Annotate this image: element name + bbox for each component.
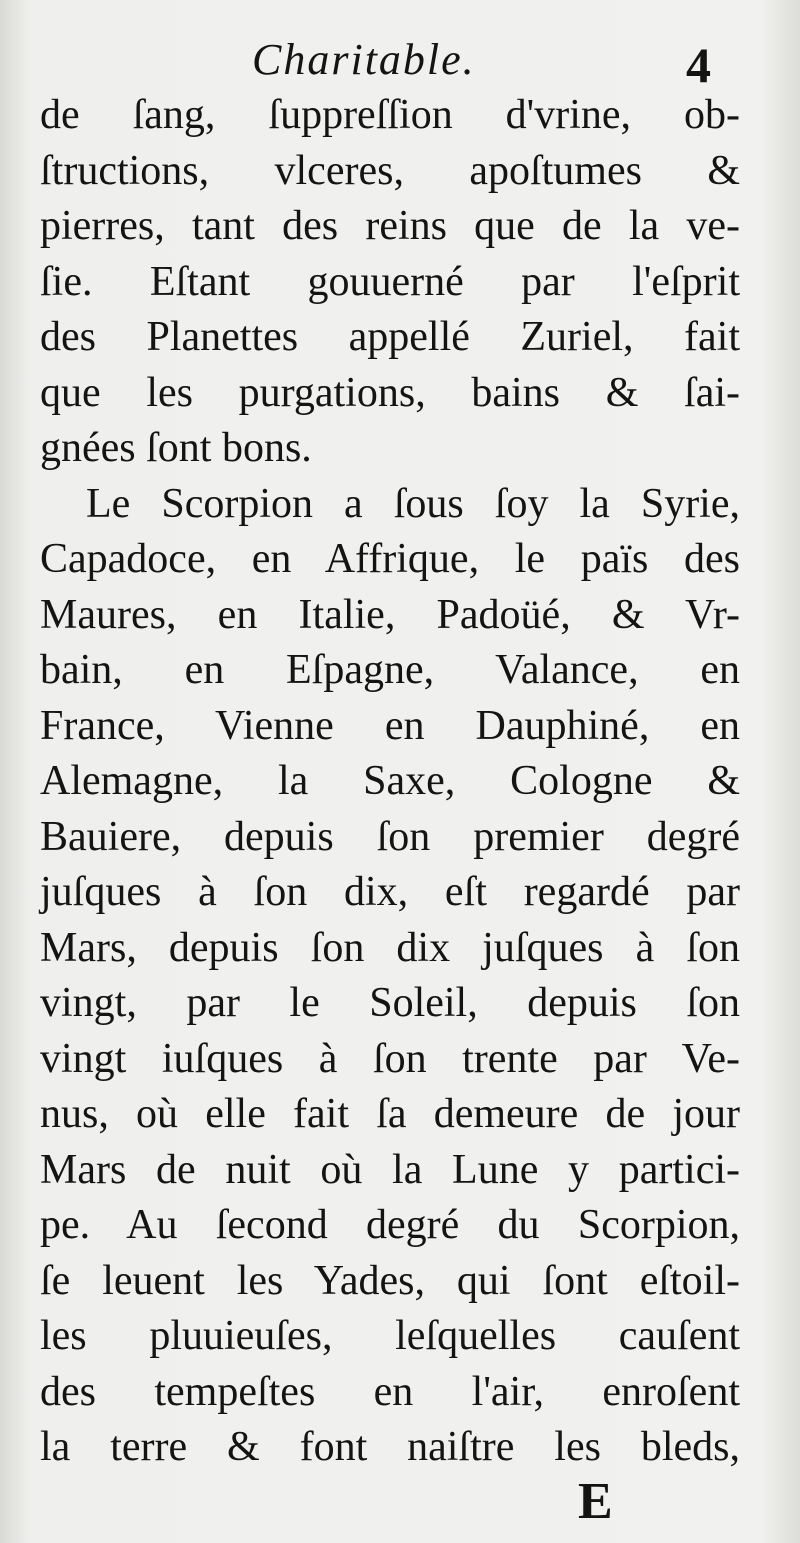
text-line: pierres, tant des reins que de la ve- — [40, 203, 740, 249]
body-text — [40, 88, 740, 1476]
text-line: juſques à ſon dix, eſt regardé par — [40, 869, 740, 915]
text-line: nus, où elle fait ſa demeure de jour — [40, 1091, 740, 1137]
text-line: pe. Au ſecond degré du Scorpion, — [40, 1202, 740, 1248]
text-line: des tempeſtes en l'air, enroſent — [40, 1368, 740, 1415]
text-line: Mars de nuit où la Lune y partici- — [40, 1146, 740, 1193]
text-line: la terre & font naiſtre les bleds, — [40, 1424, 740, 1470]
text-line: vingt iuſques à ſon trente par Ve- — [40, 1035, 740, 1082]
signature-mark: E — [578, 1473, 613, 1530]
text-line: Alemagne, la Saxe, Cologne & — [40, 758, 740, 804]
page-number: 4 — [686, 37, 711, 93]
text-line: que les purgations, bains & ſai- — [40, 369, 740, 416]
page-header — [0, 28, 800, 93]
text-line: vingt, par le Soleil, depuis ſon — [40, 980, 740, 1026]
running-head: Charitable. — [252, 35, 476, 84]
text-line: de ſang, ſuppreſſion d'vrine, ob- — [40, 92, 740, 138]
text-line: Capadoce, en Affrique, le païs des — [40, 536, 740, 582]
text-line: Maures, en Italie, Padoüé, & Vr- — [40, 591, 740, 638]
text-line: ſe leuent les Yades, qui ſont eſtoil- — [40, 1257, 740, 1304]
text-line: les pluuieuſes, leſquelles cauſent — [40, 1313, 740, 1359]
text-line: des Planettes appellé Zuriel, fait — [40, 314, 740, 360]
text-line: ſie. Eſtant gouuerné par l'eſprit — [40, 258, 740, 305]
text-line: France, Vienne en Dauphiné, en — [40, 702, 740, 749]
text-line: Bauiere, depuis ſon premier degré — [40, 813, 740, 860]
text-line: gnées ſont bons. — [40, 425, 312, 471]
paragraph-start-line: Le Scorpion a ſous ſoy la Syrie, — [86, 480, 740, 527]
text-line: Mars, depuis ſon dix juſques à ſon — [40, 924, 740, 971]
text-line: ſtructions, vlceres, apoſtumes & — [40, 147, 740, 194]
text-line: bain, en Eſpagne, Valance, en — [40, 647, 740, 693]
